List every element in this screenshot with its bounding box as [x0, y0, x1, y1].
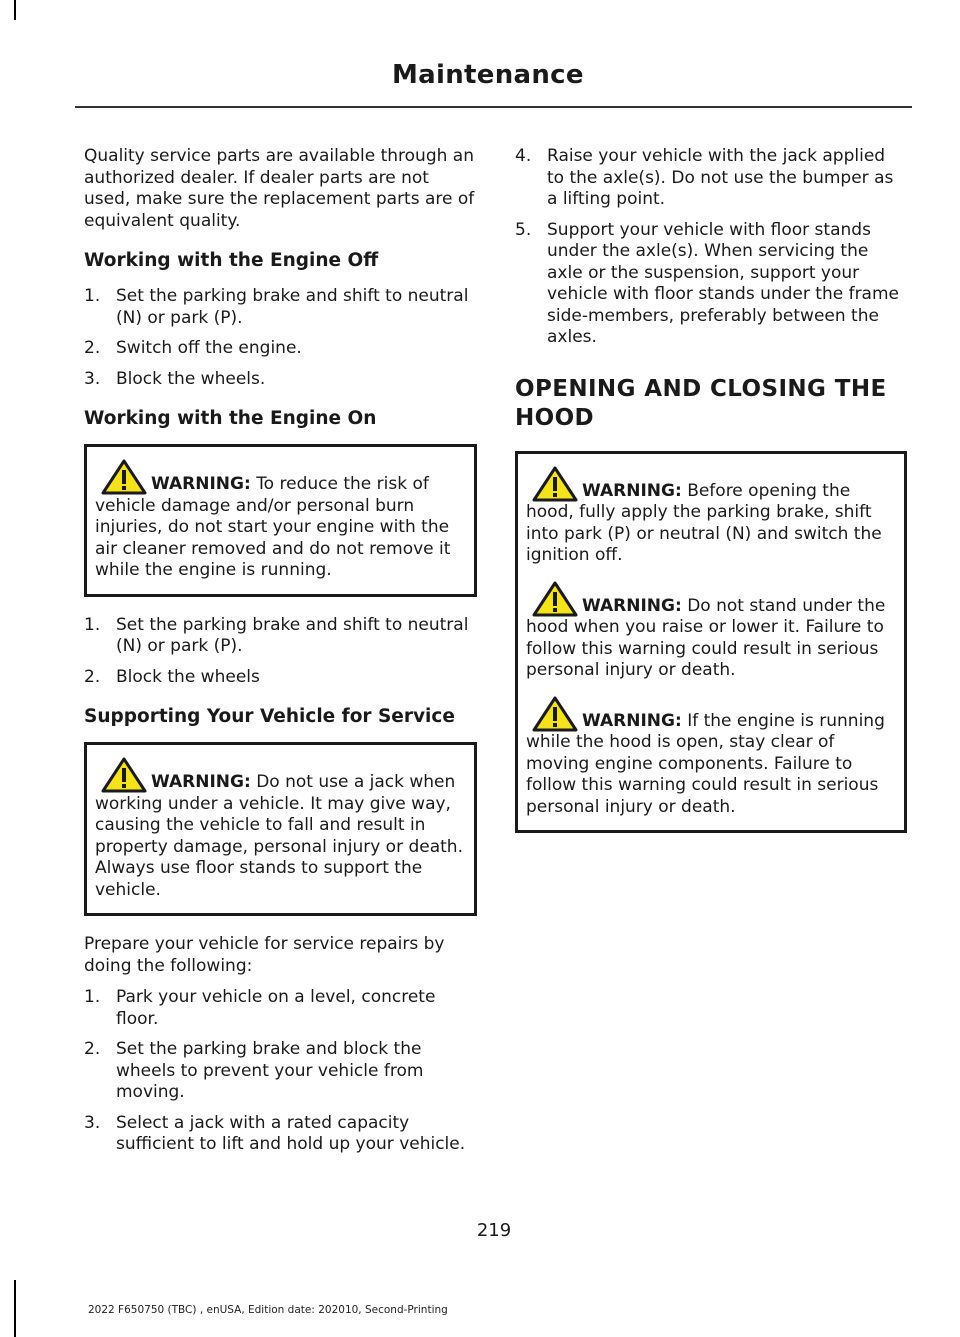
header-rule — [75, 106, 912, 108]
warning-item: WARNING: To reduce the risk of vehicle damage and/or personal burn injuries, do not start your engine with the air cleaner removed and do not remove it while the engine is running. — [95, 459, 466, 582]
warning-triangle-icon — [101, 459, 147, 495]
warning-item: WARNING: Do not stand under the hood when you raise or lower it. Failure to follow this warning could result in serious personal injury or death. — [526, 581, 896, 682]
list-item: 3. Select a jack with a rated capacity sufficient to lift and hold up your vehicle. — [84, 1112, 466, 1154]
warning-item: WARNING: If the engine is running while the hood is open, stay clear of moving engine components. Failure to follow this warning could result in serious personal injury or death. — [526, 696, 896, 819]
supporting-list-continued — [515, 146, 907, 349]
engine-on-heading: Working with the Engine On — [84, 408, 377, 429]
list-item: 1. Set the parking brake and shift to neutral (N) or park (P). — [84, 286, 469, 328]
prepare-paragraph: Prepare your vehicle for service repairs by doing the following: — [84, 934, 445, 976]
left-column — [84, 146, 477, 1168]
warning-item: WARNING: Do not use a jack when working under a vehicle. It may give way, causing the vehicle to fall and result in property damage, personal injury or death. Always use floor stands to support the vehicle. — [95, 757, 466, 901]
warning-triangle-icon — [532, 696, 578, 732]
warning-triangle-icon — [532, 581, 578, 617]
crop-mark-top-left — [14, 0, 16, 20]
list-item: 4. Raise your vehicle with the jack applied to the axle(s). Do not use the bumper as a lifting point. — [515, 146, 894, 209]
list-item: 5. Support your vehicle with floor stands under the axle(s). When servicing the axle or the suspension, support your vehicle with floor stands under the frame side-members, preferably between the axles. — [515, 219, 899, 347]
warning-box — [84, 742, 477, 916]
page-number: 219 — [476, 1220, 512, 1241]
warning-triangle-icon — [101, 757, 147, 793]
intro-paragraph: Quality service parts are available through an authorized dealer. If dealer parts are not used, make sure the replacement parts are of equivalent quality. — [84, 146, 475, 231]
warning-box — [515, 451, 907, 834]
supporting-heading: Supporting Your Vehicle for Service — [84, 706, 455, 727]
hood-heading: OPENING AND CLOSING THE HOOD — [515, 375, 887, 431]
engine-off-list — [84, 286, 477, 390]
list-item: 2. Block the wheels — [84, 666, 260, 687]
list-item: 2. Set the parking brake and block the wheels to prevent your vehicle from moving. — [84, 1039, 424, 1102]
crop-mark-bottom-left — [14, 1280, 16, 1337]
page-title: Maintenance — [392, 60, 584, 90]
list-item: 1. Set the parking brake and shift to neutral (N) or park (P). — [84, 614, 469, 656]
list-item: 2. Switch off the engine. — [84, 338, 302, 358]
footer-text: 2022 F650750 (TBC) , enUSA, Edition date: 202010, Second-Printing — [88, 1304, 448, 1316]
list-item: 3. Block the wheels. — [84, 368, 266, 389]
list-item: 1. Park your vehicle on a level, concrete floor. — [84, 987, 436, 1029]
supporting-list — [84, 987, 477, 1156]
engine-off-heading: Working with the Engine Off — [84, 250, 379, 271]
warning-triangle-icon — [532, 466, 578, 502]
right-column — [515, 146, 907, 851]
warning-box — [84, 444, 477, 597]
engine-on-list — [84, 615, 477, 689]
warning-item: WARNING: Before opening the hood, fully apply the parking brake, shift into park (P) or neutral (N) and switch the ignition off. — [526, 466, 896, 567]
